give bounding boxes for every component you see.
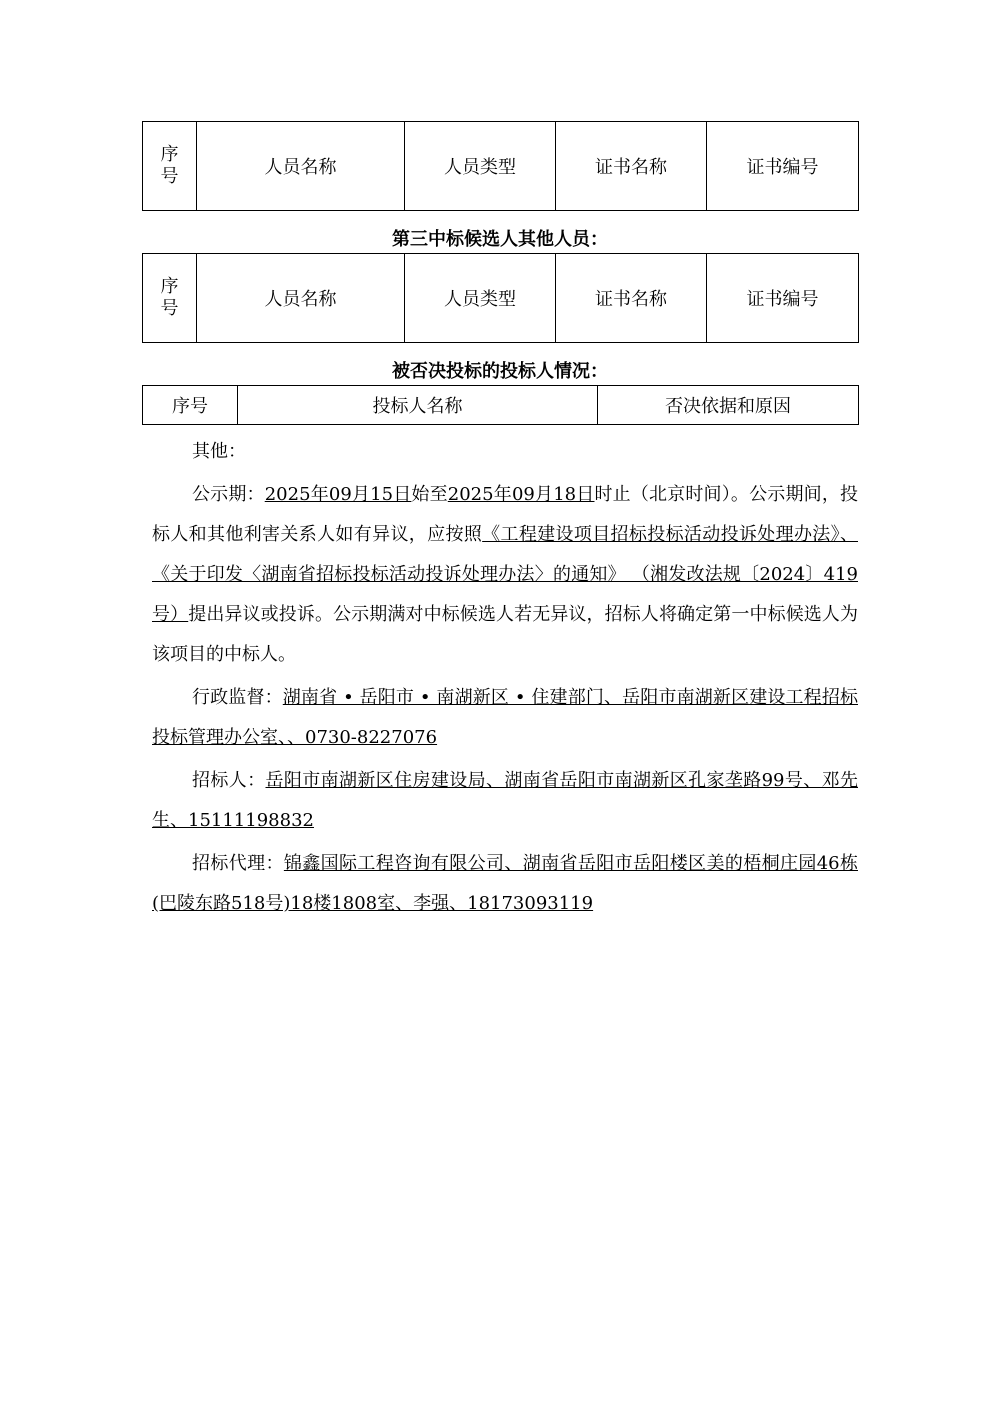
- notice-mid-text: 始至: [411, 484, 448, 505]
- header-seq: 序 号: [143, 254, 197, 343]
- section-title-rejected-bidders: 被否决投标的投标人情况：: [392, 361, 608, 382]
- header-cert-no: 证书编号: [707, 254, 859, 343]
- header-seq: 序 号: [143, 122, 197, 211]
- notice-start-date: 2025年09月15日: [264, 484, 412, 505]
- tenderer-paragraph: [152, 761, 858, 841]
- agent-paragraph: [152, 844, 858, 924]
- header-reject-reason: 否决依据和原因: [598, 386, 859, 425]
- header-bidder-name: 投标人名称: [238, 386, 598, 425]
- notice-tail-text: 提出异议或投诉。公示期满对中标候选人若无异议，招标人将确定第一中标候选人为该项目的中标人。: [152, 604, 859, 665]
- personnel-table-second: [142, 121, 859, 211]
- tenderer-label: 招标人：: [192, 770, 266, 791]
- agent-value: 锦鑫国际工程咨询有限公司、湖南省岳阳市岳阳楼区美的梧桐庄园46栋(巴陵东路518号)18楼1808室、李强、18173093119: [152, 853, 858, 914]
- notice-end-date: 2025年09月18日: [447, 484, 595, 505]
- header-person-type: 人员类型: [405, 254, 556, 343]
- notice-paragraph: [152, 475, 858, 675]
- agent-label: 招标代理：: [192, 853, 284, 874]
- notice-label: 公示期：: [192, 484, 265, 505]
- personnel-table-third: [142, 253, 859, 343]
- header-cert-name: 证书名称: [556, 254, 707, 343]
- header-cert-name: 证书名称: [556, 122, 707, 211]
- section-title-third-candidate: 第三中标候选人其他人员：: [392, 229, 608, 250]
- table-header-row: [143, 386, 859, 425]
- supervision-value: 湖南省 • 岳阳市 • 南湖新区 • 住建部门、岳阳市南湖新区建设工程招标投标管理办公室、、0730-8227076: [152, 687, 858, 748]
- table-header-row: [143, 254, 859, 343]
- supervision-label: 行政监督：: [192, 687, 283, 708]
- supervision-paragraph: [152, 678, 858, 758]
- header-person-name: 人员名称: [197, 122, 405, 211]
- header-person-name: 人员名称: [197, 254, 405, 343]
- other-label: 其他：: [192, 441, 246, 462]
- header-seq: 序号: [143, 386, 238, 425]
- header-person-type: 人员类型: [405, 122, 556, 211]
- tenderer-value: 岳阳市南湖新区住房建设局、湖南省岳阳市南湖新区孔家垄路99号、邓先生、15111198832: [152, 770, 858, 831]
- notice-law-link[interactable]: 《工程建设项目招标投标活动投诉处理办法》、《关于印发〈湖南省招标投标活动投诉处理办法〉的通知》 （湘发改法规〔2024〕419号）: [152, 524, 858, 625]
- table-header-row: [143, 122, 859, 211]
- notice-after-text: 时止（北京时间）。公示期间，投标人和其他利害关系人如有异议，应按照: [152, 484, 858, 545]
- header-cert-no: 证书编号: [707, 122, 859, 211]
- notice-body: [152, 432, 858, 924]
- rejected-bidders-table: [142, 385, 859, 425]
